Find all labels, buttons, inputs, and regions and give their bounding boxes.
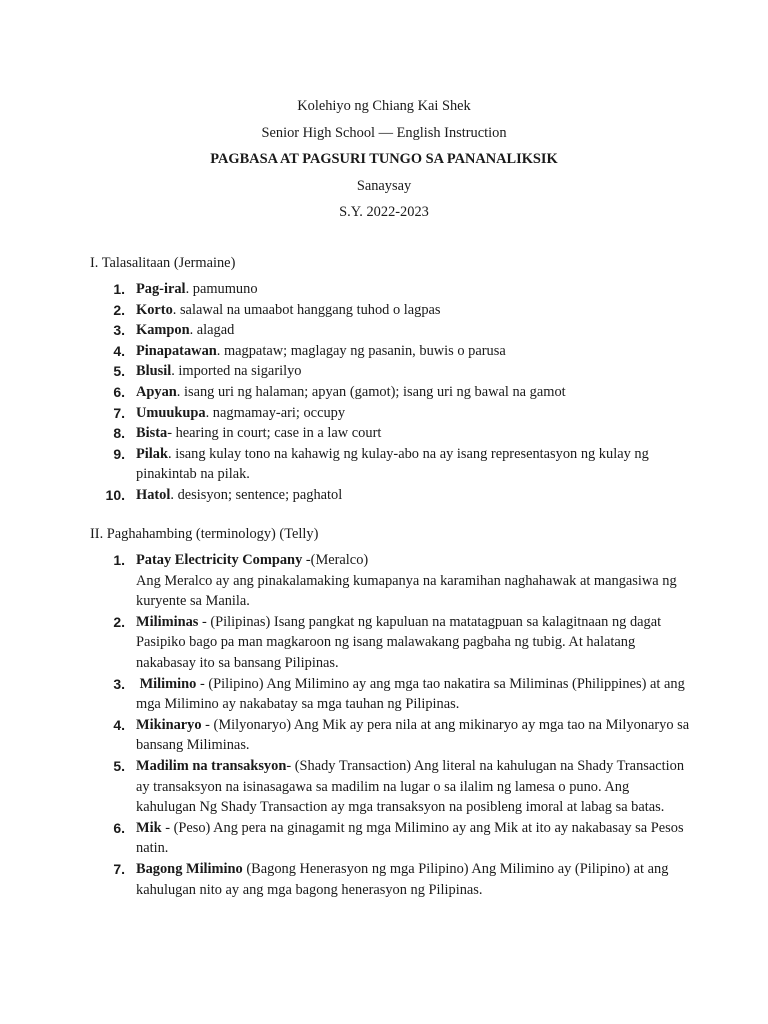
document-header: [0, 93, 768, 226]
list-item: [90, 341, 690, 362]
item-term: Miliminas: [136, 613, 199, 630]
item-number: 2.: [113, 301, 125, 318]
item-definition: . alagad: [189, 322, 235, 339]
item-definition: (Bagong Henerasyon ng mga Pilipino) Ang Milimino ay (Pilipino) at ang kahulugan nito ay ang mga bagong henerasyon ng Pilipinas.: [136, 860, 669, 898]
item-description: Ang Meralco ay ang pinakalamaking kumapanya na karamihan naghahawak at mangasiwa ng kuryente sa Manila.: [136, 572, 677, 610]
list-item: [90, 550, 690, 612]
item-definition: - hearing in court; case in a law court: [167, 425, 382, 442]
item-definition: - (Milyonaryo) Ang Mik ay pera nila at ang mikinaryo ay mga tao na Milyonaryo sa bansang Miliminas.: [136, 716, 690, 754]
item-term: Milimino: [136, 675, 197, 692]
list-item: [90, 756, 690, 818]
item-term: Bista: [136, 425, 168, 442]
item-term: Korto: [136, 301, 173, 318]
item-term: Pag-iral: [136, 281, 186, 297]
item-number: 4.: [113, 342, 125, 359]
item-number: 5.: [113, 757, 125, 774]
item-definition: . nagmamay-ari; occupy: [205, 404, 346, 421]
item-term: Pinapatawan: [136, 342, 217, 359]
section-2-title: II. Paghahambing (terminology) (Telly): [90, 526, 319, 542]
item-definition: - (Pilipino) Ang Milimino ay ang mga tao nakatira sa Miliminas (Philippines) at ang mga Milimino ay nakabatay sa mga tauhan ng Pilipinas.: [136, 675, 685, 713]
item-term: Umuukupa: [136, 404, 206, 421]
item-definition: . magpataw; maglagay ng pasanin, buwis o parusa: [216, 342, 506, 359]
item-number: 9.: [113, 445, 125, 462]
item-number: 2.: [113, 613, 125, 630]
item-term: Hatol: [136, 486, 171, 503]
list-item: [90, 403, 690, 424]
item-definition: . imported na sigarilyo: [171, 363, 302, 380]
item-number: 7.: [113, 860, 125, 877]
item-number: 6.: [113, 383, 125, 400]
section-2-list: [90, 550, 690, 900]
item-number: 1.: [113, 281, 125, 297]
course-title: PAGBASA AT PAGSURI TUNGO SA PANANALIKSIK: [210, 151, 558, 167]
document-type: Sanaysay: [356, 177, 412, 194]
list-item: [90, 320, 690, 341]
item-definition: - (Peso) Ang pera na ginagamit ng mga Milimino ay ang Mik at ito ay nakabasay sa Pesos natin.: [136, 819, 684, 857]
item-definition: . isang uri ng halaman; apyan (gamot); isang uri ng bawal na gamot: [176, 383, 566, 400]
section-1-title: I. Talasalitaan (Jermaine): [90, 255, 236, 271]
list-item: [90, 300, 690, 321]
list-item: [90, 423, 690, 444]
item-number: 6.: [113, 819, 125, 836]
list-item: [90, 674, 690, 715]
item-term: Apyan: [136, 383, 177, 400]
item-number: 5.: [113, 363, 125, 380]
item-term: Patay Electricity Company: [136, 552, 303, 568]
item-definition: . isang kulay tono na kahawig ng kulay-abo na ay isang representasyon ng kulay ng pinakintab na pilak.: [136, 445, 649, 483]
item-number: 10.: [105, 486, 125, 503]
item-number: 3.: [113, 322, 125, 339]
list-item: [90, 715, 690, 756]
school-year: S.Y. 2022-2023: [339, 204, 429, 220]
item-number: 7.: [113, 404, 125, 421]
item-number: 8.: [113, 425, 125, 442]
list-item: [90, 279, 690, 300]
item-term: Madilim na transaksyon: [136, 757, 287, 774]
item-definition: - (Shady Transaction) Ang literal na kahulugan na Shady Transaction ay transaksyon na isinasagawa sa madilim na lugar o sa ilalim ng lamesa o puno. Ang kahulugan Ng Shady Transaction ay mga transaksyon na posibleng imoral at labag sa batas.: [136, 757, 685, 816]
list-item: [90, 612, 690, 674]
item-term: Blusil: [136, 363, 172, 380]
item-term: Mikinaryo: [136, 716, 202, 733]
item-number: 4.: [113, 716, 125, 733]
list-item: [90, 818, 690, 859]
item-definition: . desisyon; sentence; paghatol: [170, 486, 343, 503]
item-definition: . pamumuno: [185, 281, 258, 297]
item-term: Mik: [136, 819, 162, 836]
item-term: Bagong Milimino: [136, 860, 243, 877]
item-definition: . salawal na umaabot hanggang tuhod o lagpas: [172, 301, 441, 318]
item-number: 1.: [113, 552, 125, 568]
item-term: Pilak: [136, 445, 168, 462]
school-name: Kolehiyo ng Chiang Kai Shek: [297, 98, 471, 114]
list-item: [90, 485, 690, 506]
list-item: [90, 361, 690, 382]
list-item: [90, 382, 690, 403]
item-term: Kampon: [136, 322, 190, 339]
item-definition: - (Pilipinas) Isang pangkat ng kapuluan na matatagpuan sa kalagitnaan ng dagat Pasipiko bago pa man magkaroon ng isang malawakang pagbaha ng tubig. At halatang nakabasay ito sa bansang Pilipinas.: [136, 613, 662, 671]
school-department: Senior High School — English Instruction: [261, 124, 507, 141]
item-number: 3.: [113, 675, 125, 692]
list-item: [90, 859, 690, 900]
section-1-list: [90, 279, 690, 506]
item-definition: -(Meralco): [302, 552, 369, 568]
list-item: [90, 444, 690, 485]
